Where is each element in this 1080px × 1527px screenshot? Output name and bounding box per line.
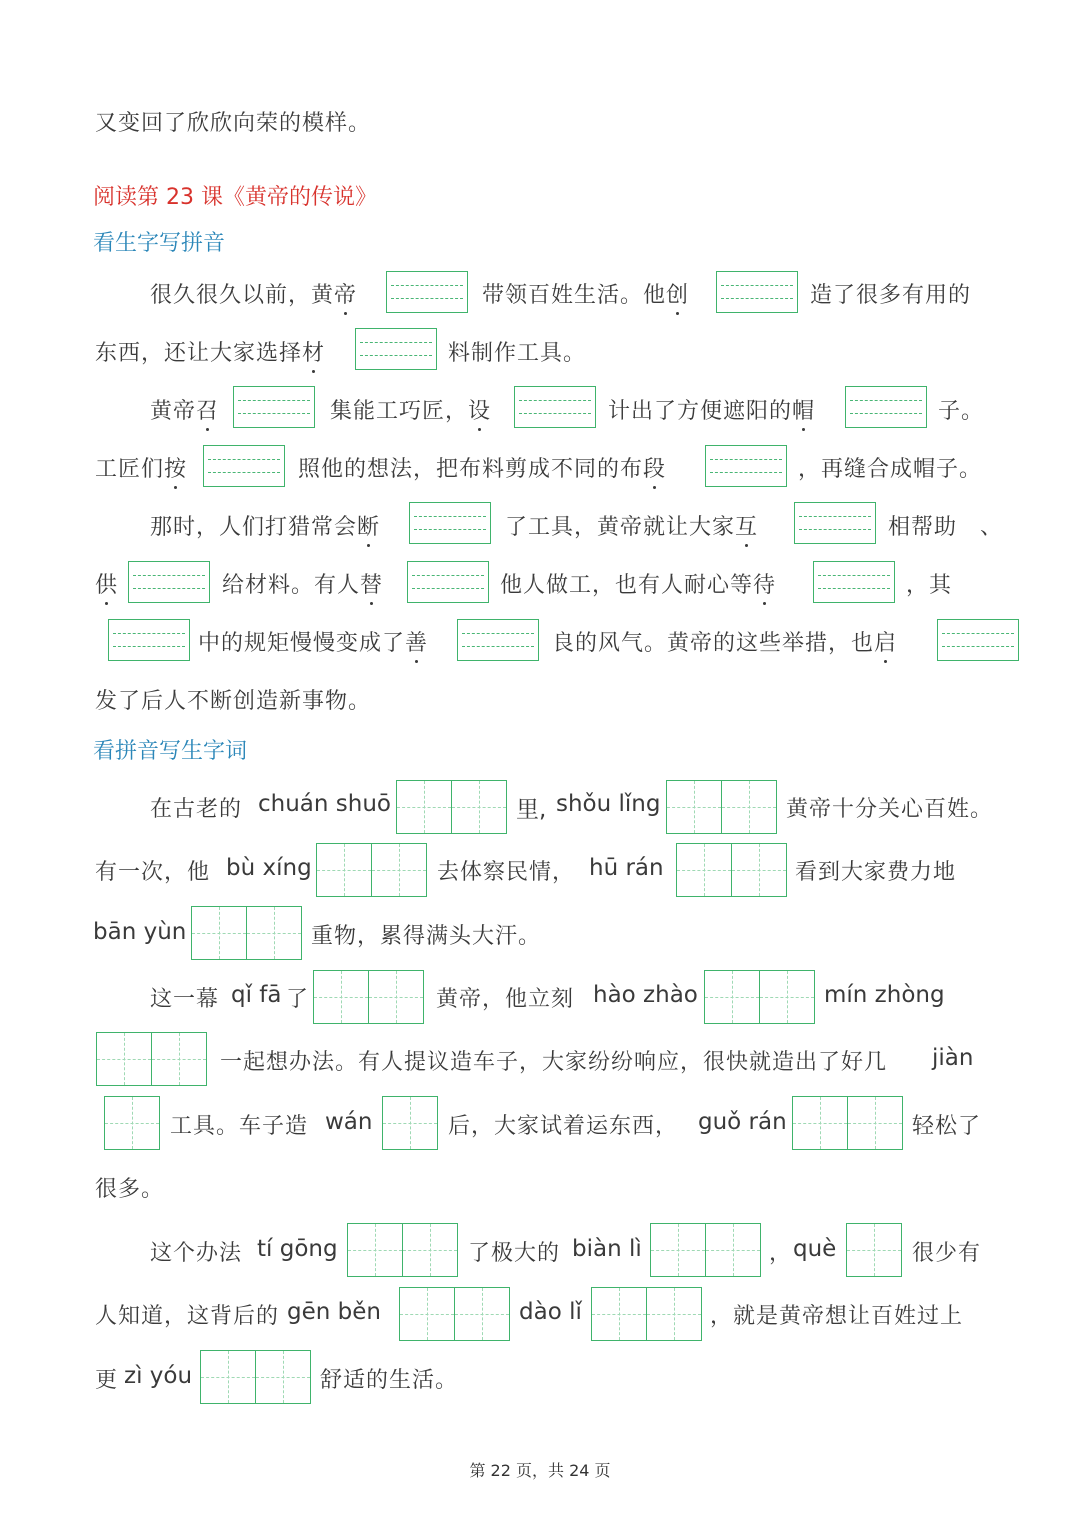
s1-text: 给材料。有人替 <box>222 568 383 599</box>
s2-text: 更 <box>95 1368 119 1393</box>
char-grid[interactable] <box>313 970 424 1024</box>
s2-text: 了极大的 <box>468 1241 561 1266</box>
section-title-write-pinyin: 看生字写拼音 <box>93 231 226 256</box>
s2-text: 工具。车子造 <box>170 1114 309 1139</box>
s1-text: 良的风气。黄帝的这些举措，也启 <box>552 626 897 657</box>
char-grid[interactable] <box>591 1287 702 1341</box>
s2-text: 去体察民情， <box>437 860 576 885</box>
s1-text: 供 <box>95 568 118 599</box>
pinyin-prompt: guǒ rán <box>698 1109 787 1135</box>
s1-text: 他人做工，也有人耐心等待 <box>500 568 776 599</box>
pinyin-prompt: qǐ fā <box>231 982 282 1008</box>
char-grid[interactable] <box>200 1350 311 1404</box>
pinyin-prompt: gēn běn <box>287 1299 381 1325</box>
pinyin-answer-box[interactable] <box>813 561 895 603</box>
pinyin-answer-box[interactable] <box>794 502 876 544</box>
intro-tail-text: 又变回了欣欣向荣的模样。 <box>95 111 372 136</box>
char-grid[interactable] <box>382 1096 438 1150</box>
s2-text: ， <box>769 1241 793 1266</box>
pinyin-answer-box[interactable] <box>716 271 798 313</box>
pinyin-answer-box[interactable] <box>937 619 1019 661</box>
s1-text: 集能工巧匠，设 <box>330 394 491 425</box>
pinyin-prompt: tí gōng <box>257 1236 338 1262</box>
pinyin-prompt: jiàn <box>932 1045 974 1071</box>
pinyin-answer-box[interactable] <box>514 386 596 428</box>
s2-text: 一起想办法。有人提议造车子，大家纷纷响应，很快就造出了好几 <box>220 1050 888 1075</box>
char-grid[interactable] <box>96 1032 207 1086</box>
char-grid[interactable] <box>347 1223 458 1277</box>
s2-text: 重物，累得满头大汗。 <box>311 924 542 949</box>
pinyin-prompt: hū rán <box>589 855 664 881</box>
s2-text: ，就是黄帝想让百姓过上 <box>710 1304 964 1329</box>
pinyin-answer-box[interactable] <box>457 619 539 661</box>
char-grid[interactable] <box>316 843 427 897</box>
page-footer: 第 22 页，共 24 页 <box>469 1461 611 1480</box>
char-grid[interactable] <box>396 780 507 834</box>
s2-text: 里, <box>516 797 547 823</box>
s1-text: 相帮助 、 <box>888 515 1004 540</box>
s1-text: 照他的想法，把布料剪成不同的布段 <box>298 452 666 483</box>
s1-text: 东西，还让大家选择材 <box>95 336 325 367</box>
char-grid[interactable] <box>704 970 815 1024</box>
pinyin-prompt: bān yùn <box>93 919 187 945</box>
pinyin-answer-box[interactable] <box>355 328 437 370</box>
s2-text: 很少有 <box>912 1241 982 1266</box>
pinyin-prompt: zì yóu <box>124 1363 193 1389</box>
s1-text: 造了很多有用的 <box>810 283 972 308</box>
s2-text: 在古老的 <box>150 797 243 822</box>
pinyin-answer-box[interactable] <box>845 386 927 428</box>
s2-text: 黄帝，他立刻 <box>436 987 575 1012</box>
section-title-write-characters: 看拼音写生字词 <box>93 739 248 764</box>
s1-text: 发了后人不断创造新事物。 <box>95 689 372 714</box>
pinyin-prompt: dào lǐ <box>519 1299 582 1325</box>
pinyin-prompt: wán <box>325 1109 373 1135</box>
pinyin-answer-box[interactable] <box>705 445 787 487</box>
s1-text: ，再缝合成帽子。 <box>798 457 983 482</box>
char-grid[interactable] <box>191 906 302 960</box>
pinyin-answer-box[interactable] <box>203 445 285 487</box>
pinyin-prompt: què <box>793 1236 837 1262</box>
char-grid[interactable] <box>399 1287 510 1341</box>
lesson-title: 阅读第 23 课《黄帝的传说》 <box>93 185 377 210</box>
s2-text: 这个办法 <box>150 1241 243 1266</box>
char-grid[interactable] <box>104 1096 160 1150</box>
s1-text: ，其 <box>906 573 953 598</box>
pinyin-prompt: hào zhào <box>593 982 698 1008</box>
char-grid[interactable] <box>792 1096 903 1150</box>
char-grid[interactable] <box>650 1223 761 1277</box>
s2-text: 人知道，这背后的 <box>95 1304 280 1329</box>
s1-text: 带领百姓生活。他创 <box>482 278 689 309</box>
s1-text: 黄帝召 <box>150 394 219 425</box>
s2-text: 很多。 <box>95 1177 165 1202</box>
s1-text: 很久很久以前，黄帝 <box>150 278 357 309</box>
s1-text: 料制作工具。 <box>448 341 587 366</box>
s2-text: 有一次，他 <box>95 860 211 885</box>
char-grid[interactable] <box>676 843 787 897</box>
pinyin-answer-box[interactable] <box>407 561 489 603</box>
pinyin-prompt: biàn lì <box>572 1236 642 1262</box>
s1-text: 工匠们按 <box>95 452 187 483</box>
pinyin-answer-box[interactable] <box>128 561 210 603</box>
s2-text: 了 <box>286 987 310 1012</box>
s1-text: 子。 <box>938 399 985 424</box>
pinyin-answer-box[interactable] <box>108 619 190 661</box>
char-grid[interactable] <box>846 1223 902 1277</box>
s2-text: 后，大家试着运东西， <box>448 1114 679 1139</box>
s1-text: 那时，人们打猎常会断 <box>150 510 380 541</box>
s2-text: 黄帝十分关心百姓。 <box>786 797 994 822</box>
pinyin-prompt: bù xíng <box>226 855 312 881</box>
s2-text: 看到大家费力地 <box>795 860 957 885</box>
pinyin-prompt: shǒu lǐng <box>556 791 661 817</box>
s2-text: 轻松了 <box>912 1114 982 1139</box>
char-grid[interactable] <box>666 780 777 834</box>
s1-text: 计出了方便遮阳的帽 <box>608 394 815 425</box>
s1-text: 中的规矩慢慢变成了善 <box>198 626 428 657</box>
pinyin-prompt: mín zhòng <box>824 982 945 1008</box>
pinyin-prompt: chuán shuō <box>258 791 391 817</box>
pinyin-answer-box[interactable] <box>386 271 468 313</box>
s2-text: 舒适的生活。 <box>320 1368 459 1393</box>
s1-text: 了工具，黄帝就让大家互 <box>505 510 758 541</box>
s2-text: 这一幕 <box>150 987 220 1012</box>
pinyin-answer-box[interactable] <box>409 502 491 544</box>
pinyin-answer-box[interactable] <box>233 386 315 428</box>
